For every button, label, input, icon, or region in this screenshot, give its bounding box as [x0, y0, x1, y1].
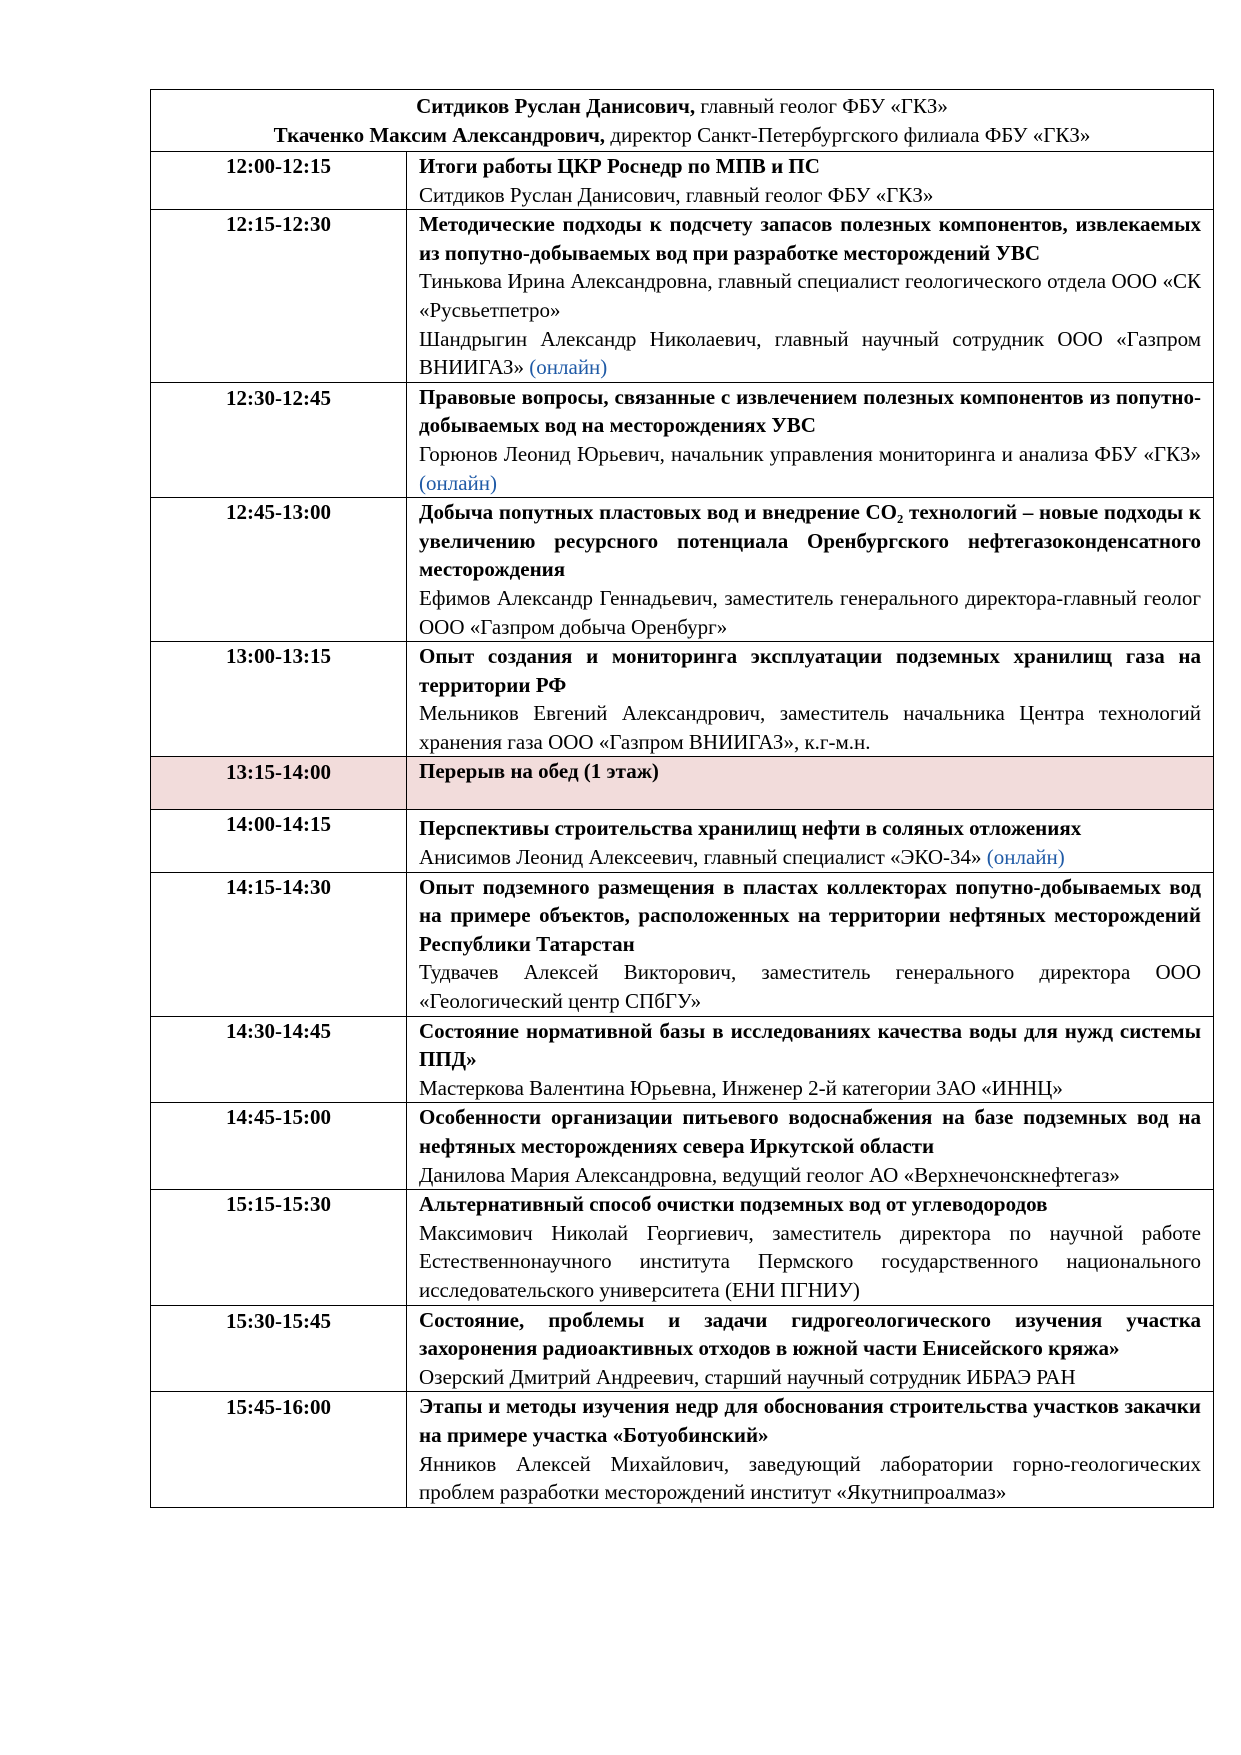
- agenda-row: [151, 1392, 1214, 1507]
- speaker: [419, 843, 1201, 872]
- speaker-text: Янников Алексей Михайлович, заведующий лаборатории горно-геологических проблем разработки месторождений институт «Якутнипроалмаз»: [419, 1451, 1201, 1505]
- session-moderators: [150, 89, 1214, 151]
- speaker-text: Тинькова Ирина Александровна, главный специалист геологического отдела ООО «СК «Русвьетпетро»: [419, 269, 1201, 322]
- agenda-row: [151, 810, 1214, 872]
- speaker-text: Горюнов Леонид Юрьевич, начальник управления мониторинга и анализа ФБУ «ГКЗ»: [419, 441, 1201, 466]
- speaker-text: Тудвачев Алексей Викторович, заместитель генерального директора ООО «Геологический центр СПбГУ»: [419, 960, 1201, 1014]
- agenda-content: [407, 757, 1214, 810]
- agenda-row: [151, 498, 1214, 642]
- agenda-time: 13:00-13:15: [151, 642, 407, 757]
- speaker: [419, 1450, 1201, 1507]
- agenda-time: 14:15-14:30: [151, 872, 407, 1016]
- agenda-row: [151, 1016, 1214, 1103]
- speaker: [419, 584, 1201, 641]
- speaker: [419, 1219, 1201, 1305]
- agenda-sheet: [150, 89, 1214, 1508]
- online-badge: (онлайн): [986, 845, 1065, 870]
- agenda-time: 15:30-15:45: [151, 1305, 407, 1392]
- speaker-text: Шандрыгин Александр Николаевич, главный научный сотрудник ООО «Газпром ВНИИГАЗ»: [419, 326, 1201, 380]
- agenda-row: [151, 1190, 1214, 1305]
- agenda-content: [407, 210, 1214, 383]
- agenda-content: [407, 1392, 1214, 1507]
- talk-title: Особенности организации питьевого водоснабжения на базе подземных вод на нефтяных месторождениях севера Иркутской области: [419, 1105, 1201, 1158]
- agenda-row: [151, 757, 1214, 810]
- moderator-1-name: Ситдиков Руслан Данисович,: [416, 94, 696, 118]
- agenda-time: 12:30-12:45: [151, 382, 407, 497]
- speaker: [419, 1074, 1201, 1103]
- agenda-time: 12:45-13:00: [151, 498, 407, 642]
- agenda-row: [151, 382, 1214, 497]
- talk-title: Опыт подземного размещения в пластах коллекторах попутно-добываемых вод на примере объектов, расположенных на территории нефтяных месторождений Республики Татарстан: [419, 874, 1201, 956]
- agenda-time: 13:15-14:00: [151, 757, 407, 810]
- agenda-content: [407, 1190, 1214, 1305]
- speaker-text: Озерский Дмитрий Андреевич, старший научный сотрудник ИБРАЭ РАН: [419, 1364, 1076, 1389]
- agenda-content: [407, 1103, 1214, 1190]
- agenda-content: [407, 1305, 1214, 1392]
- agenda-content: [407, 498, 1214, 642]
- moderator-1: [155, 92, 1209, 121]
- speaker-text: Ситдиков Руслан Данисович, главный геолог ФБУ «ГКЗ»: [419, 182, 934, 207]
- talk-title: Состояние, проблемы и задачи гидрогеологического изучения участка захоронения радиоактивных отходов в южной части Енисейского кряжа»: [419, 1307, 1201, 1361]
- talk-title: Методические подходы к подсчету запасов полезных компонентов, извлекаемых из попутно-добываемых вод при разработке месторождений УВС: [419, 212, 1201, 265]
- online-badge: (онлайн): [419, 470, 498, 495]
- agenda-time: 14:00-14:15: [151, 810, 407, 872]
- agenda-row: [151, 1103, 1214, 1190]
- talk-title: Правовые вопросы, связанные с извлечением полезных компонентов из попутно-добываемых вод на месторождениях УВС: [419, 384, 1201, 438]
- speaker: [419, 1363, 1201, 1392]
- speaker-text: Максимович Николай Георгиевич, заместитель директора по научной работе Естественнонаучного института Пермского государственного национального исследовательского университета (ЕНИ ПГНИУ): [419, 1220, 1201, 1302]
- speaker-text: Ефимов Александр Геннадьевич, заместитель генерального директора-главный геолог ООО «Газпром добыча Оренбург»: [419, 585, 1201, 639]
- talk-title: Состояние нормативной базы в исследованиях качества воды для нужд системы ППД»: [419, 1018, 1201, 1072]
- moderator-1-role: главный геолог ФБУ «ГКЗ»: [695, 94, 948, 118]
- agenda-time: 14:45-15:00: [151, 1103, 407, 1190]
- speaker-text: Данилова Мария Александровна, ведущий геолог АО «Верхнечонскнефтегаз»: [419, 1162, 1120, 1187]
- speaker: [419, 440, 1201, 497]
- speaker-text: Мастеркова Валентина Юрьевна, Инженер 2-й категории ЗАО «ИННЦ»: [419, 1075, 1063, 1100]
- agenda-row: [151, 210, 1214, 383]
- talk-title: Альтернативный способ очистки подземных вод от углеводородов: [419, 1192, 1048, 1217]
- talk-title: Перспективы строительства хранилищ нефти в соляных отложениях: [419, 816, 1082, 841]
- agenda-content: [407, 642, 1214, 757]
- speaker-text: Мельников Евгений Александрович, заместитель начальника Центра технологий хранения газа ООО «Газпром ВНИИГАЗ», к.г-м.н.: [419, 701, 1201, 754]
- agenda-time: 12:00-12:15: [151, 152, 407, 210]
- agenda-content: [407, 1016, 1214, 1103]
- agenda-row: [151, 642, 1214, 757]
- talk-title: Итоги работы ЦКР Роснедр по МПВ и ПС: [419, 154, 820, 178]
- agenda-row: [151, 152, 1214, 210]
- speaker-text: Анисимов Леонид Алексеевич, главный специалист «ЭКО-34»: [419, 845, 987, 870]
- agenda-content: [407, 872, 1214, 1016]
- talk-title: Этапы и методы изучения недр для обоснования строительства участков закачки на примере участка «Ботуобинский»: [419, 1394, 1201, 1447]
- moderator-2: [155, 121, 1209, 150]
- agenda-content: [407, 810, 1214, 872]
- speaker: [419, 1161, 1201, 1190]
- agenda-time: 12:15-12:30: [151, 210, 407, 383]
- speaker: [419, 267, 1201, 324]
- agenda-table: [150, 151, 1214, 1508]
- speaker: [419, 325, 1201, 382]
- agenda-time: 15:45-16:00: [151, 1392, 407, 1507]
- talk-title: Опыт создания и мониторинга эксплуатации подземных хранилищ газа на территории РФ: [419, 644, 1201, 697]
- moderator-2-role: директор Санкт-Петербургского филиала ФБУ «ГКЗ»: [605, 123, 1091, 147]
- agenda-time: 15:15-15:30: [151, 1190, 407, 1305]
- talk-title: Перерыв на обед (1 этаж): [419, 759, 659, 784]
- moderator-2-name: Ткаченко Максим Александрович,: [273, 123, 606, 147]
- speaker: [419, 699, 1201, 756]
- agenda-content: [407, 382, 1214, 497]
- talk-title: Добыча попутных пластовых вод и внедрение СО₂ технологий – новые подходы к увеличению ресурсного потенциала Оренбургского нефтегазоконденсатного месторождения: [419, 500, 1201, 582]
- agenda-time: 14:30-14:45: [151, 1016, 407, 1103]
- agenda-row: [151, 1305, 1214, 1392]
- speaker: [419, 181, 1201, 210]
- speaker: [419, 958, 1201, 1015]
- online-badge: (онлайн): [529, 355, 608, 380]
- agenda-content: [407, 152, 1214, 210]
- agenda-row: [151, 872, 1214, 1016]
